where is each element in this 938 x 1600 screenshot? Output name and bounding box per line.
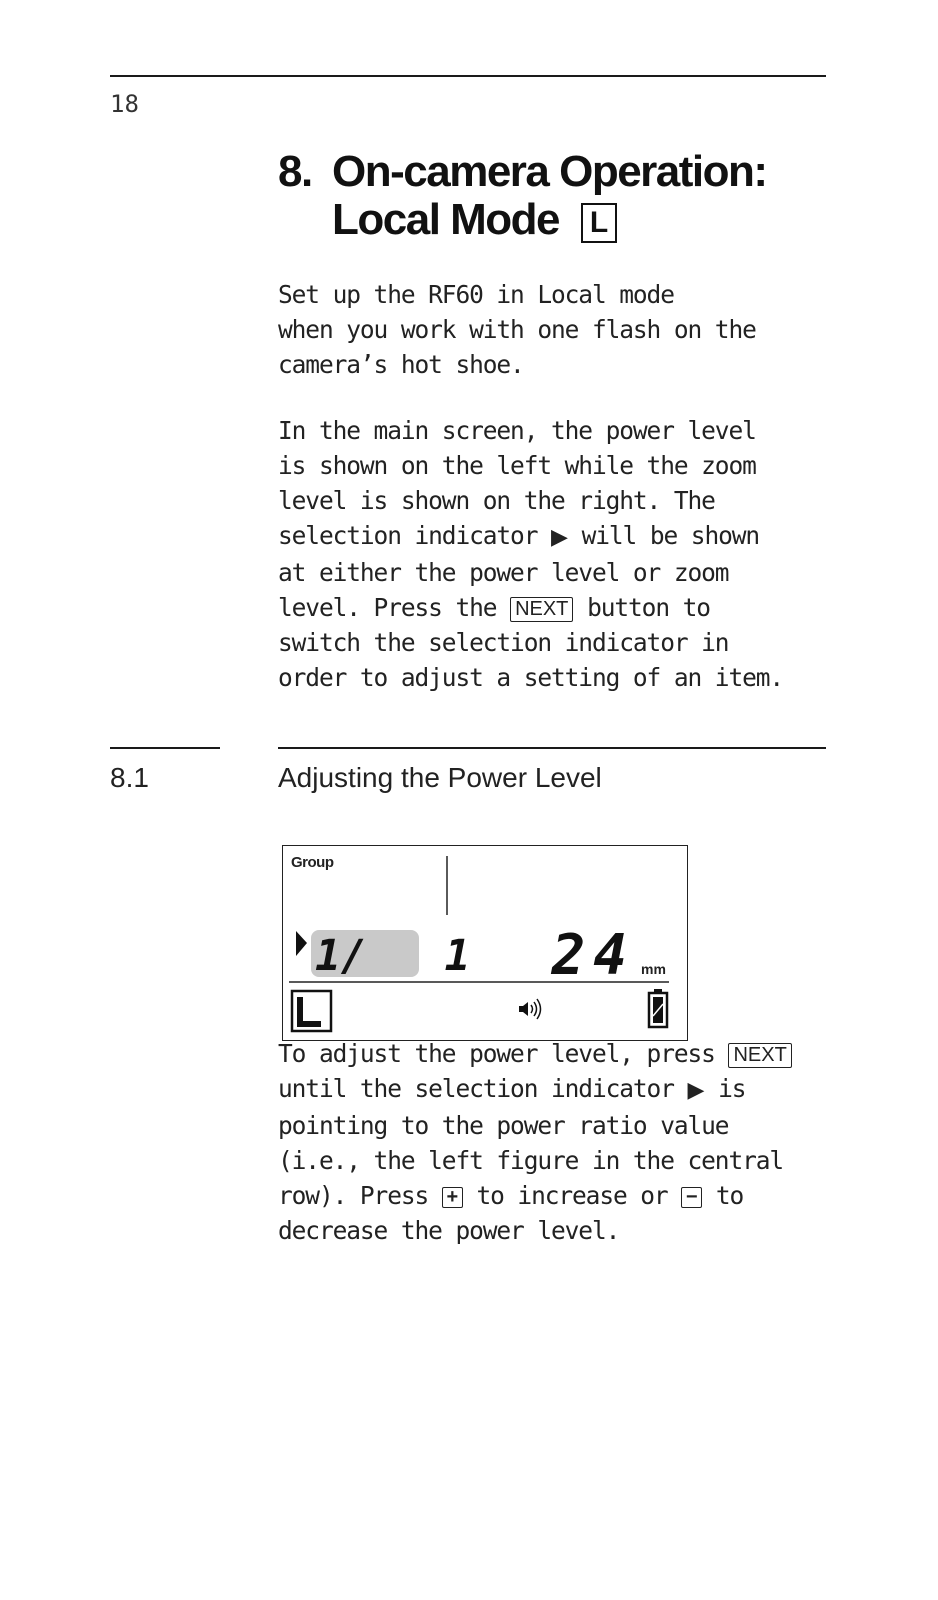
lcd-graphic bbox=[283, 846, 686, 1039]
selection-indicator-icon bbox=[296, 931, 307, 956]
plus-button-icon: + bbox=[442, 1187, 463, 1208]
top-rule bbox=[110, 75, 826, 77]
section-title: Adjusting the Power Level bbox=[278, 762, 602, 793]
intro-paragraph-1: Set up the RF60 in Local mode when you work with one flash on the camera’s hot shoe. bbox=[278, 280, 756, 379]
section-rule-right bbox=[278, 747, 826, 749]
next-button-label: NEXT bbox=[728, 1043, 791, 1068]
chapter-title-line1: On-camera Operation: bbox=[332, 147, 767, 196]
selection-indicator-icon: ▶ bbox=[687, 1078, 705, 1103]
battery-icon bbox=[649, 989, 667, 1027]
local-mode-icon: L bbox=[581, 203, 617, 243]
chapter-title-line2: Local Mode bbox=[332, 195, 560, 244]
next-button-label: NEXT bbox=[510, 597, 573, 622]
chapter-number: 8. bbox=[278, 147, 312, 196]
intro-text bbox=[278, 277, 878, 695]
minus-button-icon: − bbox=[681, 1187, 702, 1208]
page-number: 18 bbox=[110, 90, 139, 118]
selection-indicator-icon: ▶ bbox=[551, 525, 568, 550]
instructions-text bbox=[278, 1036, 878, 1248]
intro-paragraph-2: In the main screen, the power level is shown on the left while the zoom level is shown on the right. The selection indicator ▶ will be shown at either the power level or zoom level. Press the NEXT button to switch the selection indicator in order to adjust a setting of an item. bbox=[278, 416, 784, 692]
speaker-icon bbox=[519, 999, 541, 1019]
instructions-paragraph: To adjust the power level, press NEXT until the selection indicator ▶ is pointing to the power ratio value (i.e., the left figure in the central row). Press + to increase or − to decrease the power level. bbox=[278, 1036, 878, 1248]
section-rule-left bbox=[110, 747, 220, 749]
chapter-title bbox=[278, 148, 767, 244]
local-mode-letter bbox=[300, 997, 321, 1024]
lcd-group-label: Group bbox=[291, 854, 334, 871]
lcd-display bbox=[282, 845, 688, 1041]
zoom-unit: mm bbox=[641, 961, 666, 977]
power-level-value: 1/ 1 bbox=[315, 931, 471, 981]
zoom-level-value: 24 bbox=[551, 923, 635, 988]
section-number: 8.1 bbox=[110, 762, 149, 793]
